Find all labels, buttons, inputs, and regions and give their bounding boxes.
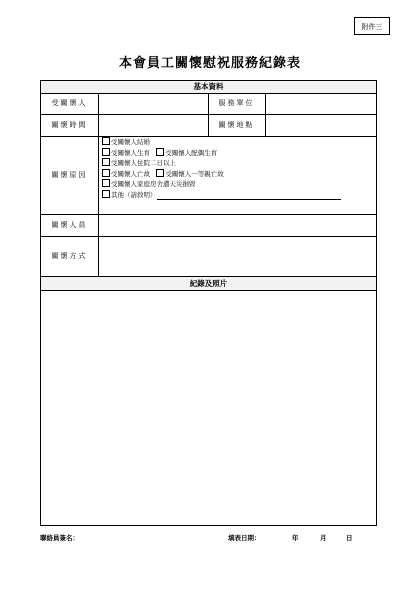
unit-input[interactable]	[265, 93, 377, 114]
place-input[interactable]	[265, 114, 377, 136]
checkbox-r8[interactable]	[102, 190, 110, 198]
year-label: 年	[292, 534, 299, 542]
checkbox-r7[interactable]	[102, 179, 110, 187]
checkbox-r4[interactable]	[102, 158, 110, 166]
attachment-label: 附件三	[354, 17, 390, 35]
checkbox-r2[interactable]	[102, 148, 110, 156]
reason-r7-label: 受關懷人家庭房舍遭天災損毀	[111, 180, 196, 188]
caree-label: 受關懷人	[51, 99, 88, 107]
reason-checklist	[102, 137, 341, 200]
day-label: 日	[346, 534, 353, 542]
place-label: 關懷地點	[218, 121, 255, 129]
reason-r4-label: 受關懷人住院二日以上	[111, 159, 176, 167]
time-input[interactable]	[98, 114, 208, 136]
reason-r1-label: 受關懷人結婚	[111, 138, 150, 146]
staff-input[interactable]	[98, 214, 377, 236]
record-photo-area[interactable]	[41, 291, 377, 526]
reason-r8-label: 其他（請敘明）	[111, 190, 157, 199]
page-title: 本會員工關懷慰祝服務紀錄表	[118, 56, 301, 71]
reason-r6-label: 受關懷人一等親亡故	[165, 169, 224, 178]
staff-label: 關懷人員	[51, 221, 88, 229]
month-label: 月	[320, 534, 327, 542]
method-label: 關懷方式	[51, 252, 88, 260]
signature-label: 聯絡員簽名：	[40, 534, 79, 542]
reason-r3-label: 受關懷人配偶生育	[165, 148, 218, 157]
checkbox-r6[interactable]	[156, 169, 164, 177]
caree-input[interactable]	[98, 93, 208, 114]
checkbox-r1[interactable]	[102, 137, 110, 145]
reason-r5-label: 受關懷人亡故	[111, 169, 150, 178]
reason-r2-label: 受關懷人生育	[111, 148, 150, 157]
time-label: 關懷時間	[51, 121, 88, 129]
reason-label: 關懷原因	[51, 171, 88, 179]
method-input[interactable]	[98, 236, 377, 276]
checkbox-r3[interactable]	[156, 148, 164, 156]
date-label: 填表日期：	[228, 534, 261, 542]
unit-label: 服務單位	[218, 99, 255, 107]
record-form-table	[40, 80, 377, 526]
other-reason-input[interactable]	[157, 192, 341, 200]
basic-section-header: 基本資料	[41, 81, 376, 93]
record-section-header: 紀錄及照片	[41, 277, 376, 290]
checkbox-r5[interactable]	[102, 169, 110, 177]
